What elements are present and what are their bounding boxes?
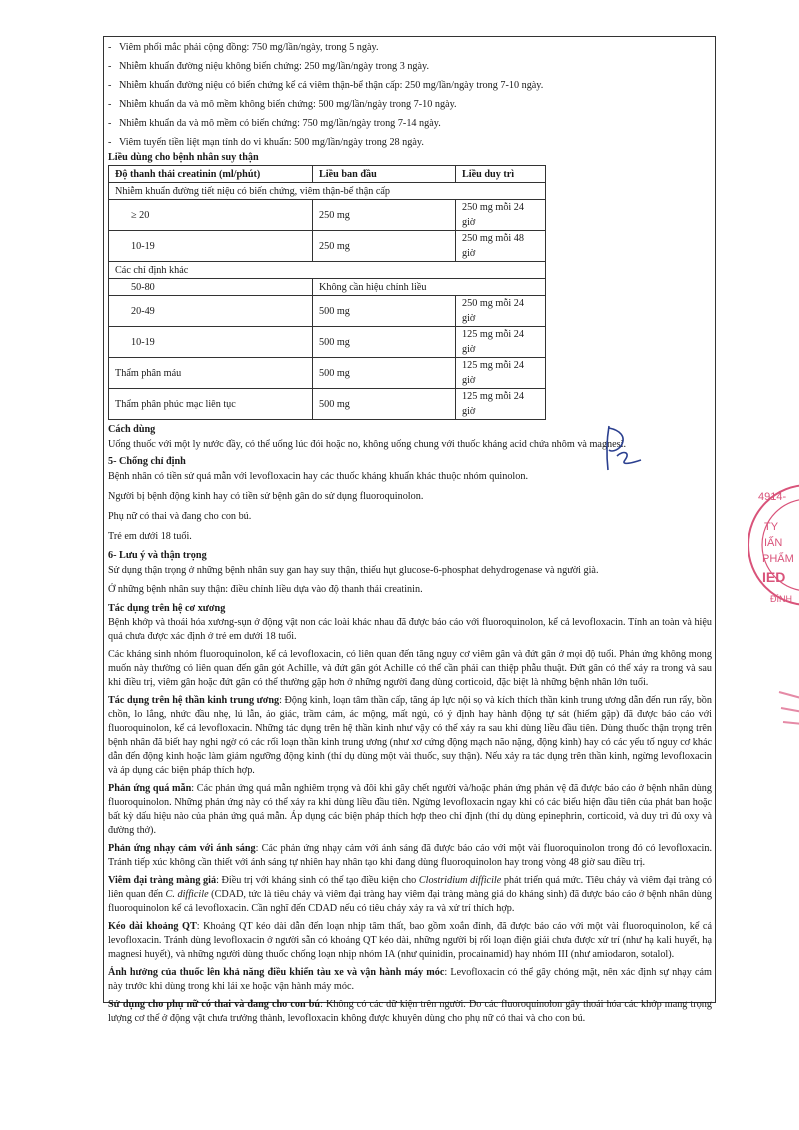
contraindication-item: Trẻ em dưới 18 tuổi. bbox=[108, 531, 192, 542]
driving-paragraph: Ảnh hưởng của thuốc lên khả năng điều khiển tàu xe và vận hành máy móc: Levofloxacin có thể gây chóng mặt, nên xác định sự nhạy cảm này trước khi dùng trong khi lái xe hoặc vận hành máy móc. bbox=[108, 967, 712, 992]
table-cell: 125 mg mỗi 24 giờ bbox=[456, 327, 546, 358]
column-header: Liều ban đầu bbox=[313, 166, 456, 183]
table-header-row bbox=[109, 166, 546, 183]
usage-text: Uống thuốc với một ly nước đầy, có thể uống lúc đói hoặc no, không uống chung với thuốc kháng acid chứa nhôm và magnesi. bbox=[108, 439, 626, 450]
renal-dosing-table bbox=[108, 165, 546, 420]
table-cell: 10-19 bbox=[109, 327, 313, 358]
table-cell: 250 mg bbox=[313, 231, 456, 262]
table-group-row bbox=[109, 262, 546, 279]
table-row bbox=[109, 231, 546, 262]
driving-label: Ảnh hưởng của thuốc lên khả năng điều khiển tàu xe và vận hành máy móc bbox=[108, 967, 445, 978]
table-cell: ≥ 20 bbox=[109, 200, 313, 231]
pregnancy-paragraph: Sử dụng cho phụ nữ có thai và đang cho con bú: Không có các dữ kiện trên người. Do các fluoroquinolon gây thoái hóa các khớp mang trọng lượng cơ thể ở động vật chưa trưởng thành, levofloxacin không được khuyên dùng cho phụ nữ có thai và cho con bú. bbox=[108, 999, 712, 1024]
list-item: - Nhiễm khuẩn đường niệu không biến chứng: 250 mg/lần/ngày trong 3 ngày. bbox=[108, 61, 430, 72]
table-cell: Thẩm phân máu bbox=[109, 358, 313, 389]
stamp-text: 4914- bbox=[758, 491, 787, 503]
table-row bbox=[109, 327, 546, 358]
table-cell: 500 mg bbox=[313, 389, 456, 420]
cns-paragraph: Tác dụng trên hệ thần kinh trung ương: Động kinh, loạn tâm thần cấp, tăng áp lực nội sọ và kích thích thần kinh trung ương dẫn đến run rẩy, bồn chồn, lo lắng, nhức đầu nhẹ, lú lẫn, ảo giác, trầm cảm, ác mộng, mất ngủ, có ý định hay hành động tự sát (hiếm gặp) đã được báo cáo với fluoroquinolon, kể cả levofloxacin. Những tác dụng trên hệ thần kinh như vậy có thể xảy ra sau khi dùng liều đầu tiên. Dùng thuốc thận trọng trên bệnh nhân đã biết hay nghi ngờ có các rối loạn thần kinh trung ương (như xơ cứng động mạch não nặng, động kinh) hay có các yếu tố nguy cơ khác dẫn đến động kinh hoặc làm giảm ngưỡng động kinh (thí dụ dùng một vài thuốc, suy thận). Nếu xảy ra tác dụng trên thần kinh, ngừng levofloxacin và áp dụng các biện pháp thích hợp. bbox=[108, 695, 712, 776]
column-header: Độ thanh thải creatinin (ml/phút) bbox=[109, 166, 313, 183]
qt-paragraph: Kéo dài khoảng QT: Khoảng QT kéo dài dẫn đến loạn nhịp tâm thất, bao gồm xoắn đỉnh, đã được báo cáo với một vài fluoroquinolon, kể cả levofloxacin. Tránh dùng levofloxacin ở người sẵn có khoảng QT kéo dài, những người bị rối loạn điện giải chưa được xử trí (như hạ kali huyết, hạ magnesi huyết), và những người dùng thuốc chống loạn nhịp nhóm IA (như quinidin, procainamid) hay nhóm III (như amiodaron, sotalol). bbox=[108, 921, 712, 960]
photosensitivity-label: Phản ứng nhạy cảm với ánh sáng bbox=[108, 843, 256, 854]
stamp-text: IED bbox=[762, 569, 786, 585]
colitis-paragraph: Viêm đại tràng màng giả: Điều trị với kháng sinh có thể tạo điều kiện cho Clostridium difficile phát triển quá mức. Tiêu chảy và viêm đại tràng có liên quan đến C. difficile (CDAD, tức là tiêu chảy và viêm đại tràng hay viêm đại tràng màng giả do kháng sinh) đã được báo cáo ở bệnh nhân dùng fluoroquinolon kể cả levofloxacin. Cần nghĩ đến CDAD nếu có tiêu chảy xảy ra và xử trí thích hợp. bbox=[108, 875, 712, 914]
hypersensitivity-paragraph: Phản ứng quá mẫn: Các phản ứng quá mẫn nghiêm trọng và đôi khi gây chết người và/hoặc phản ứng phản vệ đã được báo cáo ở bệnh nhân dùng fluoroquinolon. Những phản ứng này có thể xảy ra khi dùng liều đầu tiên. Ngừng levofloxacin ngay khi có các biểu hiện đầu tiên của phát ban hoặc bất kỳ dấu hiệu nào của phản ứng quá mẫn. Áp dụng các biện pháp thích hợp theo chỉ định (thí dụ dùng epinephrin, corticoid, và duy trì đủ oxy và đường thở). bbox=[108, 783, 712, 836]
musculoskeletal-heading: Tác dụng trên hệ cơ xương bbox=[108, 603, 226, 614]
company-stamp bbox=[748, 470, 799, 620]
table-cell: Thẩm phân phúc mạc liên tục bbox=[109, 389, 313, 420]
caution-text: Ở những bệnh nhân suy thận: điều chỉnh liều dựa vào độ thanh thải creatinin. bbox=[108, 584, 423, 595]
table-cell: Không cần hiệu chỉnh liều bbox=[313, 279, 546, 296]
colitis-label: Viêm đại tràng màng giả bbox=[108, 875, 217, 886]
list-item: - Nhiễm khuẩn đường niệu có biến chứng kể cả viêm thận-bể thận cấp: 250 mg/lần/ngày trong 7-10 ngày. bbox=[108, 80, 544, 91]
list-item: - Nhiễm khuẩn da và mô mềm có biến chứng: 750 mg/lần/ngày trong 7-14 ngày. bbox=[108, 118, 441, 129]
qt-label: Kéo dài khoảng QT bbox=[108, 921, 197, 932]
table-group-row bbox=[109, 183, 546, 200]
table-row bbox=[109, 389, 546, 420]
list-item: - Viêm phổi mắc phải cộng đồng: 750 mg/lần/ngày, trong 5 ngày. bbox=[108, 42, 379, 53]
stamp-fragment bbox=[775, 688, 799, 728]
document-body bbox=[108, 40, 712, 1028]
table-cell: 125 mg mỗi 24 giờ bbox=[456, 389, 546, 420]
signature-mark bbox=[597, 420, 647, 475]
table-cell: 500 mg bbox=[313, 358, 456, 389]
contraindication-item: Phụ nữ có thai và đang cho con bú. bbox=[108, 511, 252, 522]
pregnancy-label: Sử dụng cho phụ nữ có thai và đang cho con bú bbox=[108, 999, 321, 1010]
dosing-list bbox=[108, 40, 712, 150]
table-cell: 125 mg mỗi 24 giờ bbox=[456, 358, 546, 389]
contraindications-heading: 5- Chống chỉ định bbox=[108, 456, 186, 467]
photosensitivity-paragraph: Phản ứng nhạy cảm với ánh sáng: Các phản ứng nhạy cảm với ánh sáng đã được báo cáo với một vài fluoroquinolon trong đó có levofloxacin. Tránh tiếp xúc không cần thiết với ánh sáng tự nhiên hay nhân tạo khi đang dùng fluoroquinolon hay trong vòng 48 giờ sau điều trị. bbox=[108, 843, 712, 868]
contraindication-item: Bệnh nhân có tiền sử quá mẫn với levofloxacin hay các thuốc kháng khuẩn khác thuộc nhóm quinolon. bbox=[108, 471, 529, 482]
stamp-text: PHẨM bbox=[762, 553, 794, 565]
stamp-text: IẤN bbox=[764, 537, 783, 549]
table-cell: 250 mg bbox=[313, 200, 456, 231]
list-item: - Nhiễm khuẩn da và mô mềm không biến chứng: 500 mg/lần/ngày trong 7-10 ngày. bbox=[108, 99, 457, 110]
table-row bbox=[109, 200, 546, 231]
table-row bbox=[109, 358, 546, 389]
list-item: - Viêm tuyến tiền liệt mạn tính do vi khuẩn: 500 mg/lần/ngày trong 28 ngày. bbox=[108, 137, 424, 148]
musculoskeletal-paragraph: Các kháng sinh nhóm fluoroquinolon, kể cả levofloxacin, có liên quan đến tăng nguy cơ viêm gân và đứt gân ở mọi độ tuổi. Phản ứng không mong muốn này thường có liên quan đến gân gót Achille, và đứt gân gót Achille có thể cần phải can thiệp phẫu thuật. Đứt gân có thể xảy ra trong và sau khi điều trị, viêm gân hoặc đứt gân có thể thường gặp hơn ở những người đang dùng corticoid, đặc biệt là những bệnh nhân lớn tuổi. bbox=[108, 649, 712, 688]
table-cell: 500 mg bbox=[313, 327, 456, 358]
table-cell: 500 mg bbox=[313, 296, 456, 327]
table-cell: 10-19 bbox=[109, 231, 313, 262]
cns-label: Tác dụng trên hệ thần kinh trung ương bbox=[108, 695, 280, 706]
group-label: Các chỉ định khác bbox=[109, 262, 546, 279]
stamp-text: ĐÌNH bbox=[770, 594, 792, 604]
table-row bbox=[109, 279, 546, 296]
table-cell: 250 mg mỗi 24 giờ bbox=[456, 200, 546, 231]
table-cell: 250 mg mỗi 48 giờ bbox=[456, 231, 546, 262]
column-header: Liều duy trì bbox=[456, 166, 546, 183]
table-cell: 50-80 bbox=[109, 279, 313, 296]
musculoskeletal-paragraph: Bệnh khớp và thoái hóa xương-sụn ở động vật non các loài khác nhau đã được báo cáo với fluoroquinolon, kể cả levofloxacin. Tính an toàn và hiệu quả chưa được xác định ở trẻ em dưới 18 tuổi. bbox=[108, 617, 712, 642]
renal-dosing-heading: Liều dùng cho bệnh nhân suy thận bbox=[108, 152, 259, 163]
contraindication-item: Người bị bệnh động kinh hay có tiền sử bệnh gân do sử dụng fluoroquinolon. bbox=[108, 491, 424, 502]
stamp-text: TY bbox=[764, 521, 779, 533]
hypersensitivity-label: Phản ứng quá mẫn bbox=[108, 783, 192, 794]
cautions-heading: 6- Lưu ý và thận trọng bbox=[108, 550, 207, 561]
table-row bbox=[109, 296, 546, 327]
group-label: Nhiễm khuẩn đường tiết niệu có biến chứng, viêm thận-bể thận cấp bbox=[109, 183, 546, 200]
table-cell: 250 mg mỗi 24 giờ bbox=[456, 296, 546, 327]
table-cell: 20-49 bbox=[109, 296, 313, 327]
caution-text: Sử dụng thận trọng ở những bệnh nhân suy gan hay suy thận, thiếu hụt glucose-6-phosphat dehydrogenase và người già. bbox=[108, 565, 599, 576]
usage-heading: Cách dùng bbox=[108, 424, 156, 435]
